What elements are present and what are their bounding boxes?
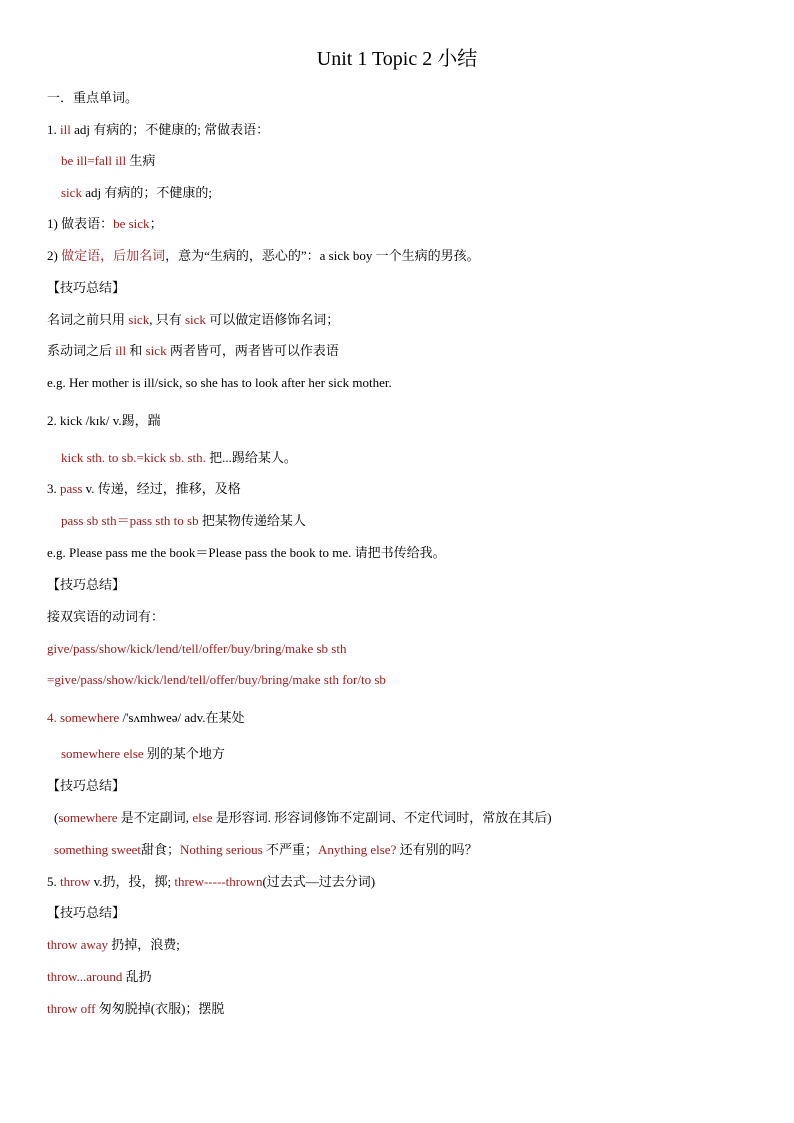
example-line xyxy=(54,840,478,860)
highlighted-term: be ill=fall ill xyxy=(61,153,127,168)
text-segment: ( xyxy=(54,810,59,825)
text-segment: 可以做定语修饰名词； xyxy=(205,312,340,327)
highlighted-term: pass xyxy=(60,481,83,496)
phrase-line xyxy=(61,744,225,764)
tip-line xyxy=(47,310,339,330)
text-segment: ； xyxy=(149,216,163,231)
highlighted-term: give/pass/show/kick/lend/tell/offer/buy/bring/make sb sth xyxy=(47,641,347,656)
highlighted-term: throw xyxy=(60,874,91,889)
phrase-line xyxy=(61,183,212,203)
text-segment: 接双宾语的动词有： xyxy=(47,609,165,624)
text-segment: 2. kick /kɪk/ v.踢，踹 xyxy=(47,413,161,428)
word-entry-kick xyxy=(47,411,161,431)
highlighted-term: be sick xyxy=(113,216,150,231)
highlighted-term: sick xyxy=(184,312,206,327)
text-segment: 和 xyxy=(126,343,146,358)
text-segment: 5. xyxy=(47,874,60,889)
highlighted-term: somewhere else xyxy=(61,746,144,761)
phrase-line xyxy=(61,448,297,468)
text-segment: ，意为“生病的，恶心的”：a sick boy 一个生病的男孩。 xyxy=(165,248,480,263)
highlighted-term: =give/pass/show/kick/lend/tell/offer/buy/bring/make sth for/to sb xyxy=(47,672,386,687)
text-segment: , 只有 xyxy=(149,312,185,327)
tip-heading xyxy=(47,575,125,595)
highlighted-term: somewhere xyxy=(58,810,118,825)
text-segment: 系动词之后 xyxy=(47,343,116,358)
text-segment: 3. xyxy=(47,481,60,496)
text-segment: 是不定副词, xyxy=(117,810,193,825)
highlighted-term: kick sth. to sb.=kick sb. sth. xyxy=(61,450,206,465)
word-entry-pass xyxy=(47,479,241,499)
highlighted-term: throw away xyxy=(47,937,109,952)
section-heading xyxy=(47,88,138,108)
usage-line xyxy=(47,246,480,266)
text-segment: adj 有病的；不健康的; 常做表语： xyxy=(70,122,270,137)
text-segment: v. 传递，经过，推移，及格 xyxy=(82,481,241,496)
highlighted-term: sick xyxy=(128,312,150,327)
text-segment: 匆匆脱掉(衣服)；摆脱 xyxy=(95,1001,225,1016)
highlighted-term: sick xyxy=(61,185,82,200)
highlighted-term: 4. somewhere xyxy=(47,710,120,725)
text-segment: 还有别的吗？ xyxy=(396,842,478,857)
text-segment: (过去式—过去分词) xyxy=(262,874,376,889)
text-segment: adj 有病的；不健康的; xyxy=(81,185,212,200)
phrase-line xyxy=(61,511,306,531)
text-segment: 1. xyxy=(47,122,60,137)
text-segment: 把某物传递给某人 xyxy=(198,513,306,528)
text-segment: 【技巧总结】 xyxy=(47,577,126,592)
phrase-line xyxy=(47,935,180,955)
text-segment: e.g. Her mother is ill/sick, so she has to look after her sick mother. xyxy=(47,375,392,390)
highlighted-term: pass sb sth＝pass sth to sb xyxy=(61,513,199,528)
highlighted-term: sick xyxy=(145,343,167,358)
usage-line xyxy=(47,214,163,234)
tip-heading xyxy=(47,903,125,923)
text-segment: 名词之前只用 xyxy=(47,312,129,327)
text-segment: 生病 xyxy=(126,153,156,168)
highlighted-term: ill xyxy=(115,343,127,358)
word-entry-ill xyxy=(47,120,269,140)
highlighted-term: throw off xyxy=(47,1001,96,1016)
tip-line xyxy=(47,607,164,627)
highlighted-term: throw...around xyxy=(47,969,123,984)
highlighted-term: Nothing serious xyxy=(180,842,263,857)
text-segment: /'sʌmhweə/ adv.在某处 xyxy=(119,710,245,725)
word-entry-throw xyxy=(47,872,375,892)
text-segment: 【技巧总结】 xyxy=(47,280,126,295)
text-segment: 扔掉，浪费; xyxy=(108,937,180,952)
phrase-line xyxy=(47,999,224,1019)
highlighted-term: threw-----thrown xyxy=(174,874,263,889)
text-segment: 1) 做表语： xyxy=(47,216,114,231)
text-segment: 2) xyxy=(47,248,62,263)
page-title: Unit 1 Topic 2 小结 xyxy=(316,48,478,70)
tip-line xyxy=(54,808,552,828)
text-segment: 【技巧总结】 xyxy=(47,905,126,920)
text-segment: v.扔，投，掷; xyxy=(90,874,175,889)
text-segment: 不严重； xyxy=(262,842,318,857)
phrase-line xyxy=(47,967,152,987)
highlighted-term: something sweet xyxy=(54,842,142,857)
highlighted-term: else xyxy=(192,810,213,825)
text-segment: 是形容词. 形容词修饰不定副词、不定代词时，常放在其后) xyxy=(212,810,552,825)
verb-list-line xyxy=(47,639,346,659)
text-segment: 把...踢给某人。 xyxy=(205,450,297,465)
highlighted-term: 做定语，后加名词 xyxy=(61,248,166,263)
text-segment: 一．重点单词。 xyxy=(47,90,139,105)
tip-line xyxy=(47,341,339,361)
highlighted-term: Anything else? xyxy=(318,842,397,857)
text-segment: 两者皆可，两者皆可以作表语 xyxy=(166,343,339,358)
phrase-line xyxy=(61,151,155,171)
text-segment: 甜食； xyxy=(141,842,181,857)
text-segment: 乱扔 xyxy=(122,969,152,984)
tip-heading xyxy=(47,776,125,796)
highlighted-term: ill xyxy=(60,122,71,137)
text-segment: 【技巧总结】 xyxy=(47,778,126,793)
word-entry-somewhere xyxy=(47,708,245,728)
text-segment: e.g. Please pass me the book＝Please pass the book to me. 请把书传给我。 xyxy=(47,545,446,560)
example-line xyxy=(47,373,392,393)
tip-heading xyxy=(47,278,125,298)
verb-list-line xyxy=(47,670,386,690)
text-segment: 别的某个地方 xyxy=(143,746,225,761)
example-line xyxy=(47,543,446,563)
